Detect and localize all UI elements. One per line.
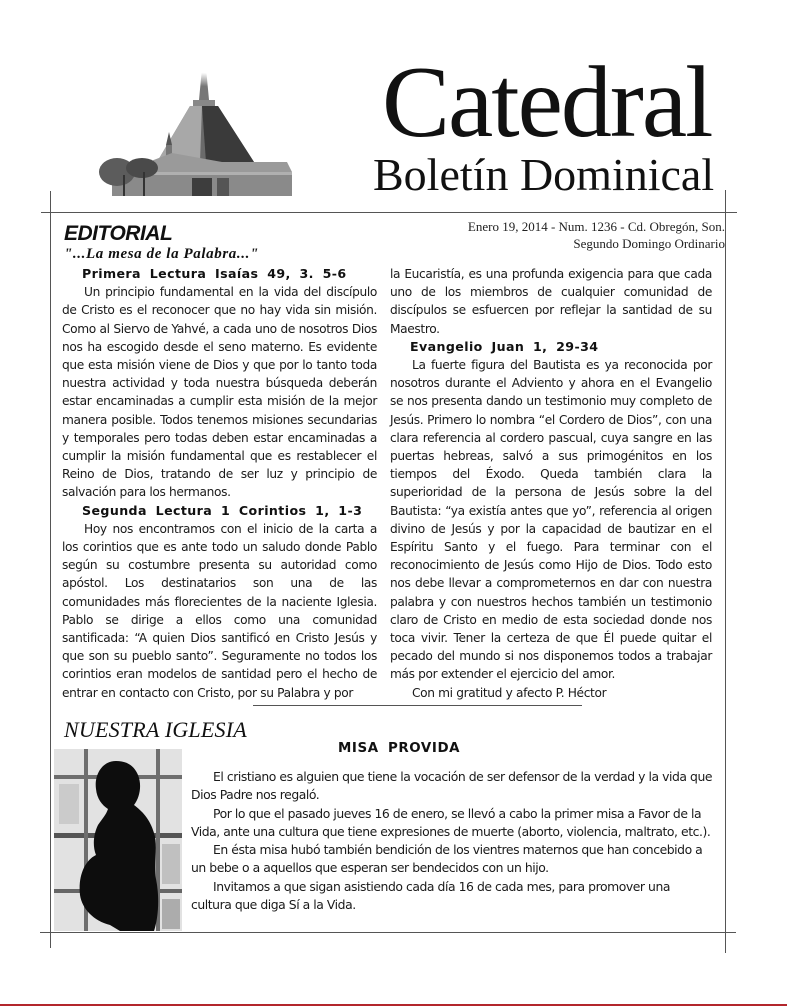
header-rule — [41, 212, 737, 213]
reading-heading: Segunda Lectura 1 Corintios 1, 1-3 — [82, 502, 363, 518]
reading-heading: Primera Lectura Isaías 49, 3. 5-6 — [82, 266, 347, 281]
paragraph: El cristiano es alguien que tiene la vocación de ser defensor de la verdad y la vida que Dios Padre nos regaló. — [191, 769, 713, 803]
reading-heading: Evangelio Juan 1, 29-34 — [410, 338, 599, 354]
frame-right-rule — [725, 190, 726, 953]
section-divider — [253, 705, 582, 706]
masthead-title: Catedral — [382, 46, 712, 159]
editorial-heading: EDITORIAL — [64, 222, 173, 245]
editorial-subheading: "...La mesa de la Palabra..." — [64, 246, 259, 262]
paragraph: La fuerte figura del Bautista es ya reconocida por nosotros durante el Adviento y ahora en el Evangelio se nos presenta dando un testimonio muy completo de Jesús. Primero lo nombra “el Cordero de Dios”, con una clara referencia al cordero pascual, cuya sangre en las puertas hebreas, salvó a sus primogénitos en los tiempos del Éxodo. Queda también clara la superioridad de la persona de Jesús sobre la del Bautista: “ya existía antes que yo”, referencia al origen divino de Jesús y por la capacidad de bautizar en el Espíritu Santo y el fuego. Para terminar con el reconocimiento de Jesús como Hijo de Dios. Todo esto nos debe llevar a comprometernos en dar con nuestra palabra y con nuestros hechos también un testimonio claro de Cristo en medio de esta sociedad donde nos toca vivir. Tener la certeza de que Él puede quitar el pecado del mundo si nos disponemos todos a trabajar más por extender el ejercicio del amor. — [390, 358, 712, 682]
nuestra-iglesia-heading: NUESTRA IGLESIA — [64, 717, 247, 742]
paragraph: Hoy nos encontramos con el inicio de la carta a los corintios que es ante todo un saludo donde Pablo según su costumbre presenta su autoridad como apóstol. Los destinatarios son una de las comunidades más florecientes de la naciente Iglesia. Pablo se dirige a ellos como una comunidad santificada: “A quien Dios santificó en Cristo Jesús y que son su pueblo santo”. Seguramente no todos los corintios eran modelos de santidad pero el hecho de entrar en contacto con Cristo, por su Palabra y por — [62, 521, 377, 700]
article-title: MISA PROVIDA — [338, 741, 461, 756]
editorial-left-column — [62, 265, 377, 702]
issue-date-line: Enero 19, 2014 - Num. 1236 - Cd. Obregón, Son. — [467, 219, 725, 234]
editorial-right-column — [390, 265, 712, 702]
masthead-subtitle: Boletín Dominical — [373, 149, 715, 200]
footer-rule — [40, 932, 736, 933]
liturgical-day: Segundo Domingo Ordinario — [573, 236, 725, 251]
frame-left-rule — [50, 191, 51, 948]
paragraph: Invitamos a que sigan asistiendo cada día 16 de cada mes, para promover una cultura que diga Sí a la Vida. — [191, 878, 670, 913]
paragraph-continuation: la Eucaristía, es una profunda exigencia para que cada uno de los miembros de cualquier comunidad de discípulos se esfuercen por reflejar la santidad de su Maestro. — [390, 267, 712, 336]
paragraph: Por lo que el pasado jueves 16 de enero, se llevó a cabo la primer misa a Favor de la Vida, ante una cultura que tiene expresiones de muerte (aborto, violencia, maltrato, etc.). — [191, 805, 711, 839]
cathedral-illustration-icon — [82, 50, 307, 200]
paragraph: En ésta misa hubó también bendición de los vientres maternos que han concebido a un bebe o a aquellos que esperan ser bendecidos con un hijo. — [191, 842, 703, 876]
pregnant-silhouette-photo-icon — [54, 749, 182, 931]
paragraph: Un principio fundamental en la vida del discípulo de Cristo es el reconocer que no hay vida sin misión. Como al Siervo de Yahvé, a cada uno de nosotros Dios nos ha escogido desde el seno materno. Es evidente que esta misión viene de Dios y que por lo tanto toda nuestra actividad y toda nuestra búsqueda deberán estar encaminadas a cumplir esta misión de la mejor manera posible. Todos tenemos misiones secundarias y temporales pero todas deben estar encaminadas a cumplir la misión fundamental que es restablecer el Reino de Dios, tratando de ser luz y principio de salvación para los hermanos. — [62, 285, 377, 500]
article-body — [191, 768, 713, 914]
signature: Con mi gratitud y afecto P. Héctor — [412, 685, 607, 700]
